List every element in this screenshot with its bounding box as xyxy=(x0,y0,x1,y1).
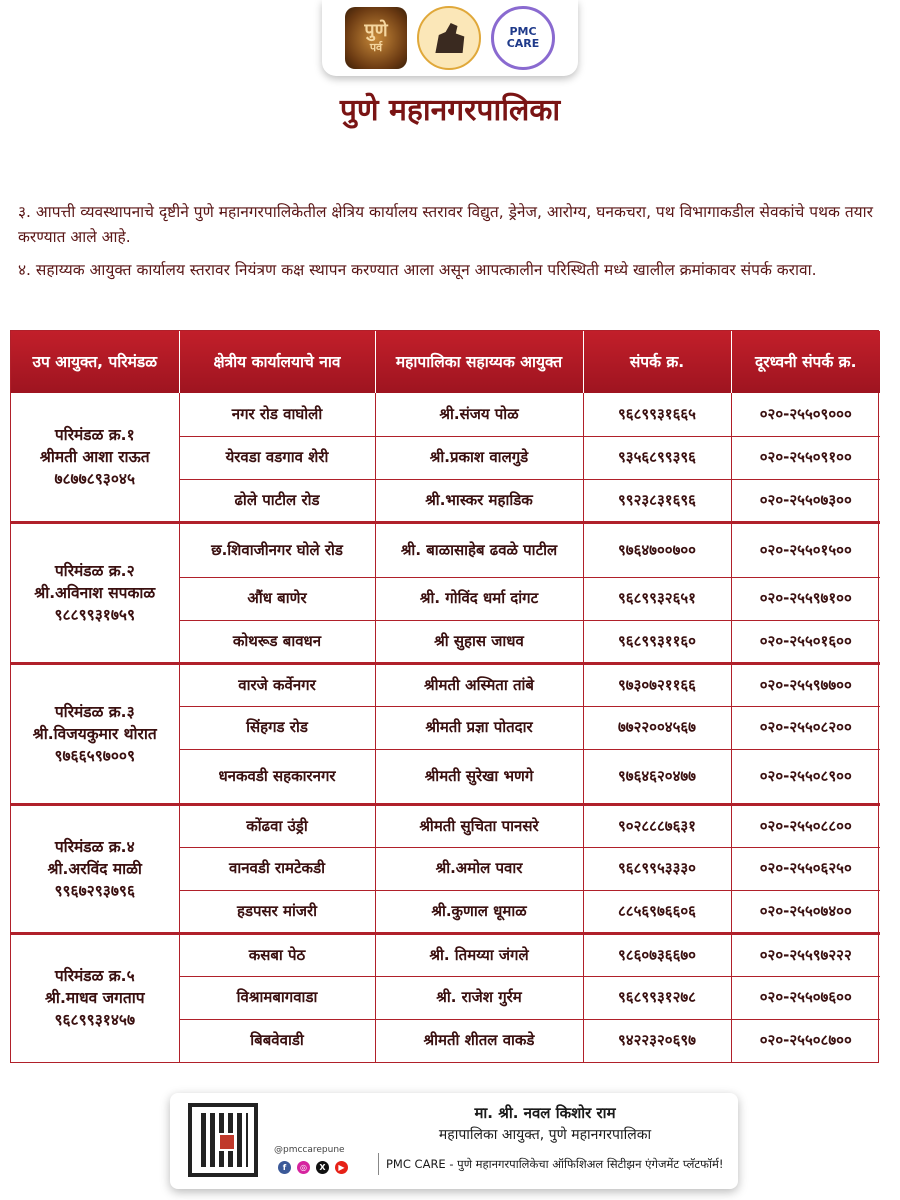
social-icons xyxy=(278,1161,348,1174)
x-icon[interactable]: X xyxy=(316,1161,329,1174)
assistant-cell: श्री. राजेश गुर्रम xyxy=(375,976,583,1019)
landline-cell[interactable]: ०२०-२५५०८८०० xyxy=(731,804,880,847)
assistant-cell: श्री.अमोल पवार xyxy=(375,847,583,890)
page-title: पुणे महानगरपालिका xyxy=(339,93,561,128)
landline-cell[interactable]: ०२०-२५५०७६०० xyxy=(731,976,880,1019)
assistant-cell: श्रीमती अस्मिता तांबे xyxy=(375,663,583,706)
qr-code[interactable] xyxy=(188,1103,258,1177)
contact-cell[interactable]: ९९२३८३१६९६ xyxy=(583,479,731,522)
assistant-cell: श्री. गोविंद धर्मा दांगट xyxy=(375,577,583,620)
pmc-emblem-logo xyxy=(417,6,481,70)
landline-cell[interactable]: ०२०-२५५०७४०० xyxy=(731,890,880,933)
assistant-cell: श्री. बाळासाहेब ढवळे पाटील xyxy=(375,522,583,577)
note-3: ३. आपत्ती व्यवस्थापनाचे दृष्टीने पुणे महानगरपालिकेतील क्षेत्रिय कार्यालय स्तरावर विद्युत, ड्रेनेज, आरोग्य, घनकचरा, पथ विभागाकडील सेवकांचे पथक तयार करण्यात आले आहे. xyxy=(18,203,874,246)
assistant-cell: श्रीमती सुचिता पानसरे xyxy=(375,804,583,847)
contact-cell[interactable]: ९०२८८८७६३१ xyxy=(583,804,731,847)
landline-cell[interactable]: ०२०-२५५०९००० xyxy=(731,393,880,436)
contact-cell[interactable]: ९८६०७३६६७० xyxy=(583,933,731,976)
horse-icon xyxy=(432,23,466,53)
footer-tagline: PMC CARE - पुणे महानगरपालिकेचा ऑफिशिअल सिटीझन एंगेजमेंट प्लॅटफॉर्म! xyxy=(386,1157,724,1171)
office-cell: ढोले पाटील रोड xyxy=(179,479,375,522)
contact-cell[interactable]: ९६८९९५३३३० xyxy=(583,847,731,890)
landline-cell[interactable]: ०२०-२५५०८७०० xyxy=(759,1031,852,1050)
office-cell: वानवडी रामटेकडी xyxy=(179,847,375,890)
zone-cell: परिमंडळ क्र.२ श्री.अविनाश सपकाळ ९८८९९३१७५९ xyxy=(11,522,179,663)
notes-section xyxy=(18,200,878,291)
assistant-cell: श्री.कुणाल धूमाळ xyxy=(375,890,583,933)
office-cell: हडपसर मांजरी xyxy=(179,890,375,933)
contact-cell[interactable]: ९७६४७००७०० xyxy=(583,522,731,577)
pune-parv-logo: पुणे पर्व xyxy=(345,7,407,69)
footer-divider xyxy=(378,1153,379,1175)
contact-cell[interactable]: ९६८९९३१२७८ xyxy=(583,976,731,1019)
office-cell: नगर रोड वाघोली xyxy=(179,393,375,436)
office-cell: विश्रामबागवाडा xyxy=(179,976,375,1019)
contact-cell[interactable]: ९४२२३२०६९७ xyxy=(583,1019,731,1062)
table-header-row xyxy=(11,331,880,393)
landline-cell[interactable]: ०२०-२५५९७२२२ xyxy=(731,933,880,976)
landline-cell[interactable]: ०२०-२५५०१६०० xyxy=(731,620,880,663)
landline-cell[interactable]: ०२०-२५५०१५०० xyxy=(731,522,880,577)
col-header-zone: उप आयुक्त, परिमंडळ xyxy=(11,331,179,393)
qr-center-logo xyxy=(218,1133,236,1151)
contact-cell[interactable]: ९६८९९३११६० xyxy=(583,620,731,663)
assistant-cell: श्री.संजय पोळ xyxy=(375,393,583,436)
zone-cell: परिमंडळ क्र.१ श्रीमती आशा राऊत ७८७७८९३०४५ xyxy=(11,393,179,522)
col-header-office: क्षेत्रीय कार्यालयाचे नाव xyxy=(179,331,375,393)
assistant-cell: श्रीमती शीतल वाकडे xyxy=(375,1019,583,1062)
contact-cell[interactable]: ९६८९९३२६५१ xyxy=(583,577,731,620)
office-cell: कोंढवा उंड्री xyxy=(179,804,375,847)
zone-phone[interactable]: ७८७७८९३०४५ xyxy=(54,469,136,488)
office-cell: सिंहगड रोड xyxy=(179,706,375,749)
col-header-contact: संपर्क क्र. xyxy=(583,331,731,393)
landline-cell[interactable]: ०२०-२५५०६२५० xyxy=(731,847,880,890)
landline-cell[interactable]: ०२०-२५५०८९०० xyxy=(731,749,880,804)
table-row xyxy=(11,522,880,577)
assistant-cell: श्रीमती प्रज्ञा पोतदार xyxy=(375,706,583,749)
contact-cell[interactable]: ८८५६९७६६०६ xyxy=(583,890,731,933)
landline-cell[interactable]: ०२०-२५५०७३०० xyxy=(731,479,880,522)
zone-phone[interactable]: ९६८९९३१४५७ xyxy=(54,1011,136,1030)
zone-cell: परिमंडळ क्र.३ श्री.विजयकुमार थोरात ९७६६५९७००९ xyxy=(11,663,179,804)
footer-card xyxy=(170,1093,738,1189)
zone-cell: परिमंडळ क्र.४ श्री.अरविंद माळी ९९६७२९३७९६ xyxy=(11,804,179,933)
zone-phone[interactable]: ९७६६५९७००९ xyxy=(54,746,136,765)
assistant-cell: श्री.प्रकाश वालगुडे xyxy=(375,436,583,479)
contact-cell[interactable]: ७७२२००४५६७ xyxy=(583,706,731,749)
contact-cell[interactable]: ९७६४६२०४७७ xyxy=(583,749,731,804)
office-cell: औंध बाणेर xyxy=(179,577,375,620)
col-header-landline: दूरध्वनी संपर्क क्र. xyxy=(731,331,880,393)
landline-cell[interactable]: ०२०-२५५०९१०० xyxy=(731,436,880,479)
commissioner-name: मा. श्री. नवल किशोर राम xyxy=(474,1104,616,1122)
landline-cell[interactable]: ०२०-२५५९७७०० xyxy=(731,663,880,706)
note-4: ४. सहाय्यक आयुक्त कार्यालय स्तरावर नियंत्रण कक्ष स्थापन करण्यात आला असून आपत्कालीन परिस्थिती मध्ये खालील क्रमांकावर संपर्क करावा. xyxy=(18,261,817,279)
table-row xyxy=(11,393,880,436)
office-cell: बिबवेवाडी xyxy=(179,1019,375,1062)
commissioner-title: महापालिका आयुक्त, पुणे महानगरपालिका xyxy=(438,1127,652,1143)
zone-phone[interactable]: ९८८९९३१७५९ xyxy=(54,605,136,624)
social-handle[interactable]: @pmccarepune xyxy=(274,1145,345,1155)
instagram-icon[interactable]: ◎ xyxy=(297,1161,310,1174)
office-cell: कोथरूड बावधन xyxy=(179,620,375,663)
contact-cell[interactable]: ९३५६८९९३९६ xyxy=(583,436,731,479)
landline-cell[interactable]: ०२०-२५५०८२०० xyxy=(731,706,880,749)
table-row xyxy=(11,663,880,706)
assistant-cell: श्रीमती सुरेखा भणगे xyxy=(375,749,583,804)
office-cell: कसबा पेठ xyxy=(179,933,375,976)
table-row xyxy=(11,804,880,847)
contact-cell[interactable]: ९६८९९३१६६५ xyxy=(583,393,731,436)
col-header-assistant: महापालिका सहाय्यक आयुक्त xyxy=(375,331,583,393)
office-cell: येरवडा वडगाव शेरी xyxy=(179,436,375,479)
assistant-cell: श्री सुहास जाधव xyxy=(375,620,583,663)
office-cell: धनकवडी सहकारनगर xyxy=(179,749,375,804)
assistant-cell: श्री. तिमय्या जंगले xyxy=(375,933,583,976)
contact-table xyxy=(10,330,879,1063)
assistant-cell: श्री.भास्कर महाडिक xyxy=(375,479,583,522)
contact-cell[interactable]: ९७३०७२११६६ xyxy=(583,663,731,706)
landline-cell[interactable]: ०२०-२५५९७१०० xyxy=(731,577,880,620)
zone-cell: परिमंडळ क्र.५ श्री.माधव जगताप ९६८९९३१४५७ xyxy=(11,933,179,1062)
table-row xyxy=(11,933,880,976)
pmc-care-logo: PMC CARE xyxy=(491,6,555,70)
facebook-icon[interactable]: f xyxy=(278,1161,291,1174)
youtube-icon[interactable]: ▶ xyxy=(335,1161,348,1174)
zone-phone[interactable]: ९९६७२९३७९६ xyxy=(54,881,136,900)
office-cell: वारजे कर्वेनगर xyxy=(179,663,375,706)
office-cell: छ.शिवाजीनगर घोले रोड xyxy=(179,522,375,577)
header-logo-card xyxy=(322,0,578,76)
